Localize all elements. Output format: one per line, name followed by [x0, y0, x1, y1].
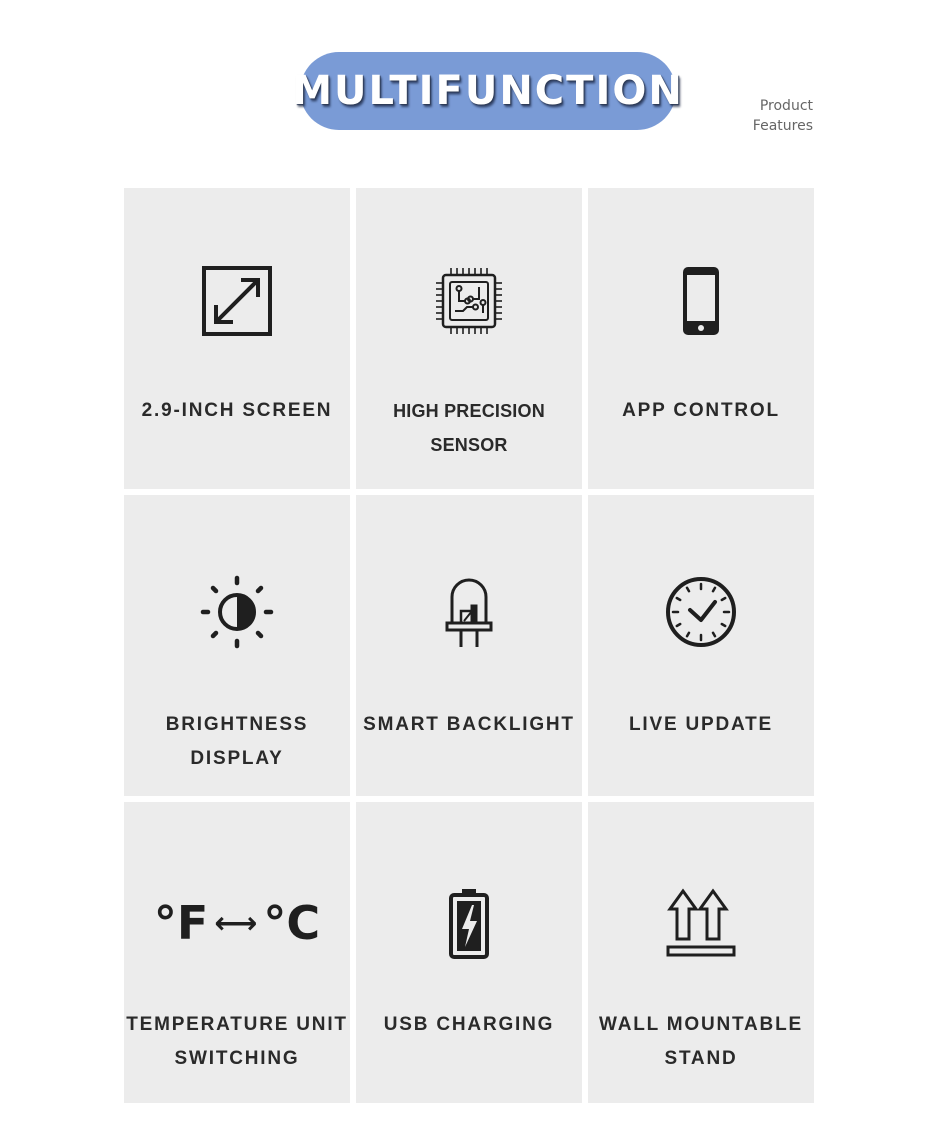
battery-charging-icon — [356, 878, 582, 968]
feature-label — [124, 1008, 350, 1076]
feature-label-line-2: STAND — [664, 1048, 738, 1069]
wall-mount-icon — [588, 878, 814, 968]
led-bulb-icon — [356, 567, 582, 657]
header-title-pill — [292, 52, 684, 130]
brightness-icon — [124, 567, 350, 657]
feature-label-line-2: SWITCHING — [174, 1048, 300, 1069]
feature-label: BRIGHTNESS DISPLAY — [165, 714, 309, 769]
feature-label-line-1: TEMPERATURE UNIT — [126, 1014, 348, 1035]
feature-card-brightness — [124, 495, 350, 796]
feature-card-app — [588, 188, 814, 489]
header-title: MULTIFUNCTION — [292, 68, 684, 114]
feature-card-sensor — [356, 188, 582, 489]
double-arrow-icon: ⟷ — [214, 905, 258, 941]
feature-card-screen — [124, 188, 350, 489]
clock-icon — [588, 567, 814, 657]
note-line-2: Features — [752, 118, 813, 134]
feature-label — [588, 1008, 814, 1076]
note-line-1: Product — [759, 98, 813, 114]
resize-screen-icon — [124, 256, 350, 346]
temperature-unit-icon — [124, 878, 350, 968]
feature-card-temperature — [124, 802, 350, 1103]
feature-label: USB CHARGING — [383, 1014, 555, 1035]
feature-card-live-update — [588, 495, 814, 796]
feature-label: APP CONTROL — [622, 400, 780, 421]
product-features-note — [753, 96, 813, 136]
feature-card-wall-mount — [588, 802, 814, 1103]
feature-label: LIVE UPDATE — [628, 714, 773, 735]
feature-label: 2.9-INCH SCREEN — [141, 400, 333, 421]
feature-grid — [124, 188, 814, 1102]
feature-card-backlight — [356, 495, 582, 796]
feature-label: HIGH PRECISION SENSOR — [393, 401, 545, 455]
chip-sensor-icon — [356, 256, 582, 346]
feature-label: SMART BACKLIGHT — [363, 714, 575, 735]
feature-card-usb-charging — [356, 802, 582, 1103]
celsius-symbol: °C — [263, 896, 321, 950]
fahrenheit-symbol: °F — [153, 896, 209, 950]
smartphone-icon — [588, 256, 814, 346]
feature-label-line-1: WALL MOUNTABLE — [599, 1014, 803, 1035]
